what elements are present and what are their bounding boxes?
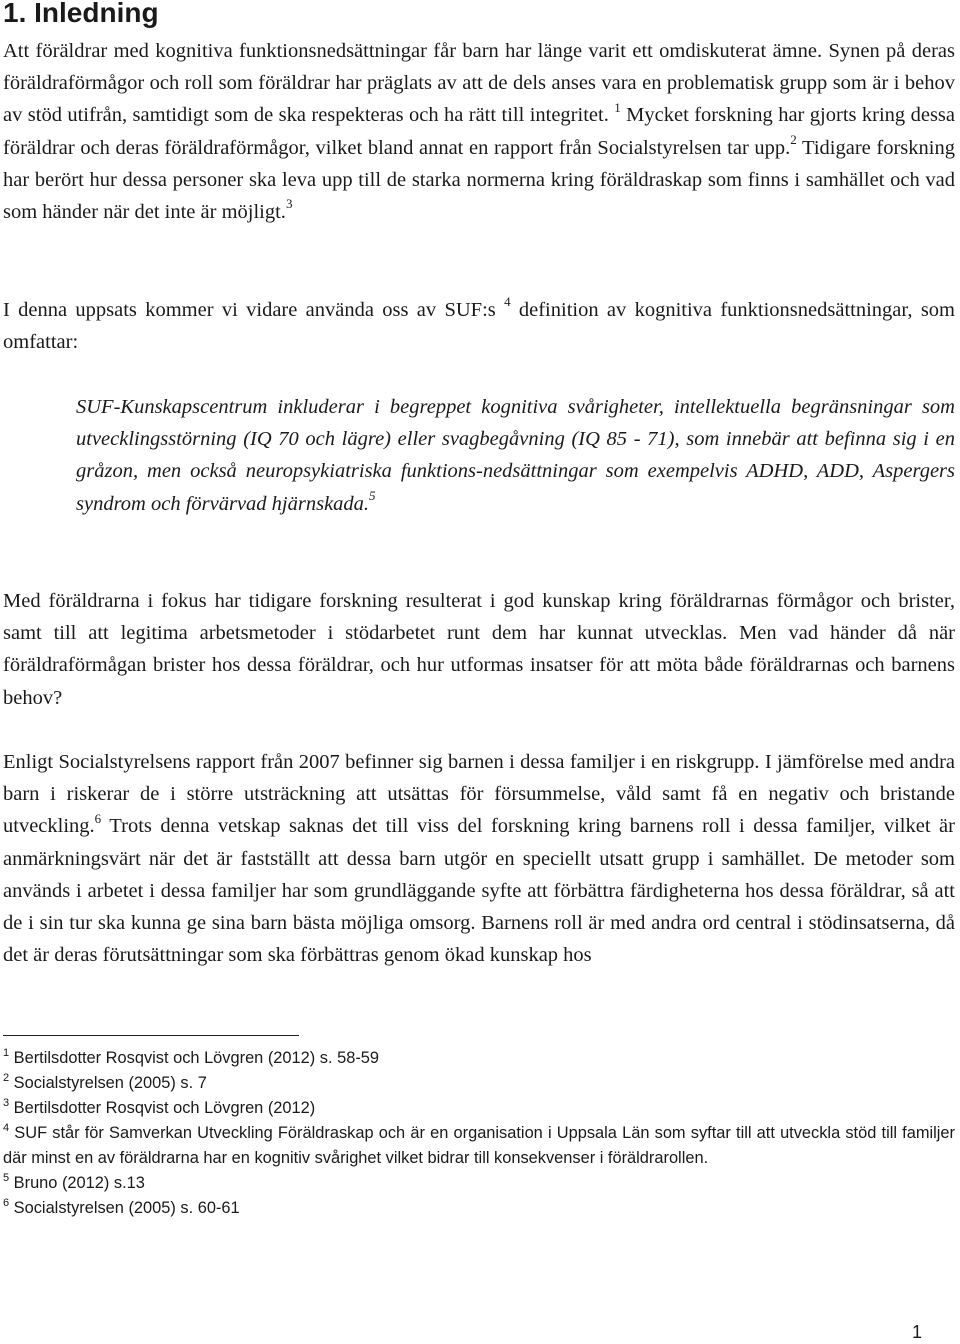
footnote-number: 1 (3, 1046, 10, 1059)
paragraph-text: definition av kognitiva funktionsnedsättningar, som omfattar: (3, 299, 955, 354)
footnote-ref-6: 6 (94, 810, 102, 826)
paragraph-risk (3, 746, 955, 971)
paragraph-intro (3, 35, 955, 228)
paragraph-text: Tidigare forskning har berört hur dessa personer ska leva upp till de starka normerna kring föräldraskap som finns i samhället och vad som händer när det inte är möjligt. (3, 136, 955, 224)
footnote-number: 2 (3, 1071, 10, 1084)
footnote-item (3, 1171, 955, 1196)
footnote-item (3, 1096, 955, 1121)
footnote-ref-3: 3 (285, 196, 293, 212)
footnote-text: SUF står för Samverkan Utveckling Föräldraskap och är en organisation i Uppsala Län som syftar till att utveckla stöd till familjer där minst en av föräldrarna har en kognitiv svårighet vilket bidrar till konsekvenser i föräldrarollen. (3, 1124, 955, 1167)
paragraph-text: Trots denna vetskap saknas det till viss del forskning kring barnens roll i dessa familjer, vilket är anmärkningsvärt när det är fastställt att dessa barn utgör en speciellt utsatt grupp i samhället. De metoder som används i arbetet i dessa familjer har som grundläggande syfte att förbättra färdigheterna hos dessa föräldrar, så att de i sin tur ska kunna ge sina barn bästa möjliga omsorg. Barnens roll är med andra ord central i stödinsatserna, då det är deras förutsättningar som ska förbättras genom ökad kunskap hos (3, 815, 955, 967)
footnote-number: 4 (3, 1121, 10, 1134)
footnote-number: 5 (3, 1171, 10, 1184)
footnote-text: Bertilsdotter Rosqvist och Lövgren (2012) (9, 1099, 316, 1117)
footnote-text: Socialstyrelsen (2005) s. 60-61 (9, 1199, 240, 1217)
footnote-number: 3 (3, 1096, 10, 1109)
footnote-ref-5: 5 (369, 487, 376, 503)
footnote-ref-2: 2 (790, 131, 797, 147)
footnote-text: Bruno (2012) s.13 (9, 1174, 145, 1192)
footnote-text: Socialstyrelsen (2005) s. 7 (9, 1074, 207, 1092)
paragraph-focus: Med föräldrarna i fokus har tidigare forskning resulterat i god kunskap kring föräldrarnas förmågor och brister, samt till att legitima arbetsmetoder i stödarbetet runt dem har kunnat utvecklas. Men vad händer då när föräldraförmågan brister hos dessa föräldrar, och hur utformas insatser för att möta både föräldrarnas och barnens behov? (3, 590, 955, 709)
paragraph-text: Att föräldrar med kognitiva funktionsnedsättningar får barn har länge varit ett omdiskuterat ämne. Synen på deras föräldraförmågor och roll som föräldrar har präglats av att de dels anses vara en problematisk grupp som är i behov av stöd utifrån, samtidigt som de ska respekteras och ha rätt till integritet. (3, 40, 955, 127)
footnote-separator (3, 1035, 299, 1036)
quote-text: SUF-Kunskapscentrum inkluderar i begreppet kognitiva svårigheter, intellektuella begränsningar som utvecklingsstörning (IQ 70 och lägre) eller svagbegåvning (IQ 85 - 71), som innebär att befinna sig i en gråzon, men också neuropsykiatriska funktions-nedsättningar som exempelvis ADHD, ADD, Aspergers syndrom och förvärvad hjärnskada. (76, 396, 955, 515)
paragraph-text: Mycket forskning har gjorts kring dessa föräldrar och deras föräldraförmågor, vilket bland annat en rapport från Socialstyrelsen tar upp. (3, 104, 955, 159)
footnote-number: 6 (3, 1196, 10, 1209)
paragraph-definition-intro (3, 294, 955, 358)
page-number: 1 (911, 1322, 922, 1342)
footnote-item (3, 1196, 955, 1221)
footnote-ref-1: 1 (614, 99, 621, 115)
paragraph-text: Enligt Socialstyrelsens rapport från 2007 befinner sig barnen i dessa familjer i en riskgrupp. I jämförelse med andra barn i riskerar de i större utsträckning att utsättas för försummelse, våld samt få en negativ och bristande utveckling. (3, 751, 955, 838)
footnote-ref-4: 4 (504, 294, 511, 310)
footnote-text: Bertilsdotter Rosqvist och Lövgren (2012) s. 58-59 (9, 1049, 380, 1067)
footnote-item (3, 1071, 955, 1096)
paragraph-text: I denna uppsats kommer vi vidare använda oss av SUF:s (3, 299, 505, 321)
section-heading: 1. Inledning (3, 0, 159, 28)
footnote-list (3, 1046, 955, 1221)
footnote-item (3, 1121, 955, 1171)
footnote-item (3, 1046, 955, 1071)
block-quote (76, 391, 955, 520)
